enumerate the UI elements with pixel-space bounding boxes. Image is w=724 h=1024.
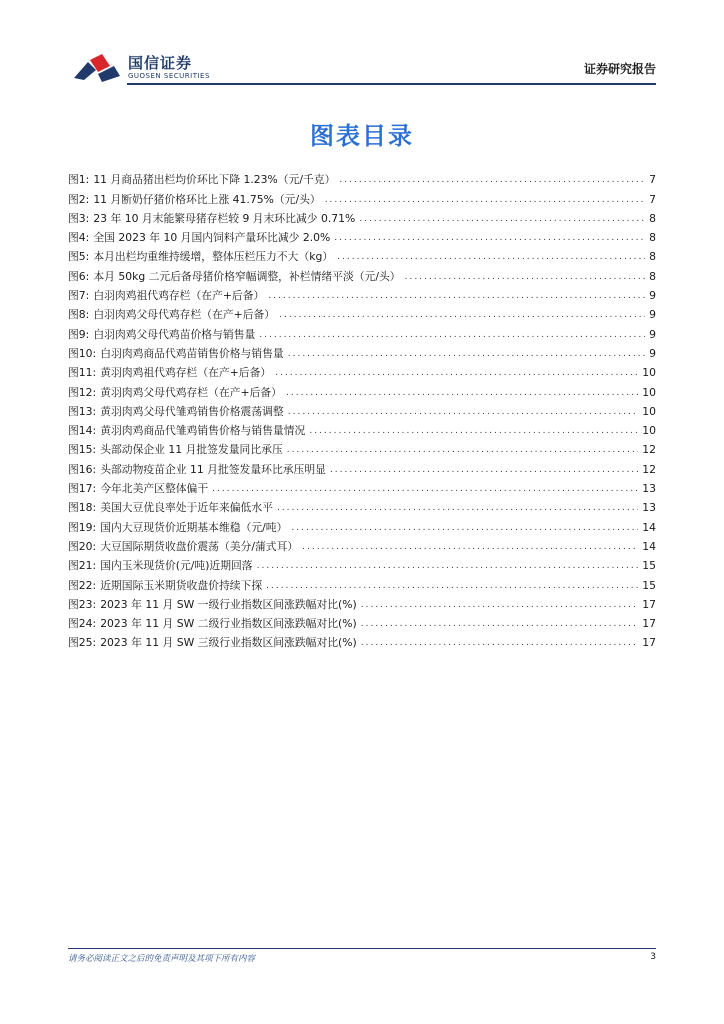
page-title: 图表目录 (310, 122, 414, 150)
guosen-logo-icon (70, 52, 126, 84)
toc-entry-title: 黄羽肉鸡祖代鸡存栏（在产+后备） (100, 366, 272, 380)
toc-leader-dots (359, 212, 645, 226)
toc-entry-label: 图1: (68, 173, 90, 187)
toc-entry-label: 图15: (68, 443, 97, 457)
toc-entry-title: 23 年 10 月末能繁母猪存栏较 9 月末环比减少 0.71% (93, 211, 356, 225)
toc-leader-dots (334, 231, 645, 245)
toc-entry[interactable] (68, 284, 656, 303)
toc-entry-title: 国内玉米现货价(元/吨)近期回落 (100, 559, 253, 573)
toc-entry-page: 12 (642, 462, 656, 476)
toc-entry-page: 7 (649, 192, 656, 206)
toc-entry[interactable] (68, 380, 656, 399)
toc-entry-label: 图24: (68, 617, 97, 631)
toc-entry[interactable] (68, 612, 656, 631)
toc-entry-label: 图5: (68, 250, 90, 264)
toc-entry-page: 15 (642, 578, 656, 592)
toc-entry[interactable] (68, 400, 656, 419)
toc-entry-title: 11 月断奶仔猪价格环比上涨 41.75%（元/头） (93, 192, 321, 206)
toc-leader-dots (286, 386, 638, 400)
page-header (0, 0, 724, 90)
toc-leader-dots (325, 193, 645, 207)
toc-entry-label: 图22: (68, 578, 97, 592)
toc-entry-title: 头部动物疫苗企业 11 月批签发量环比承压明显 (100, 462, 326, 476)
toc-entry-label: 图23: (68, 597, 97, 611)
toc-entry-title: 近期国际玉米期货收盘价持续下探 (100, 578, 263, 592)
toc-entry-page: 13 (642, 501, 656, 515)
toc-entry[interactable] (68, 554, 656, 573)
toc-leader-dots (361, 636, 639, 650)
toc-entry-page: 13 (642, 482, 656, 496)
toc-entry-title: 黄羽肉鸡父母代鸡存栏（在产+后备） (100, 385, 282, 399)
toc-entry[interactable] (68, 515, 656, 534)
toc-entry[interactable] (68, 477, 656, 496)
toc-entry-label: 图2: (68, 192, 90, 206)
toc-entry[interactable] (68, 593, 656, 612)
toc-leader-dots (291, 521, 638, 535)
toc-entry-page: 15 (642, 559, 656, 573)
toc-entry[interactable] (68, 207, 656, 226)
toc-entry-title: 2023 年 11 月 SW 一级行业指数区间涨跌幅对比(%) (100, 597, 357, 611)
toc-entry-page: 8 (649, 250, 656, 264)
toc-leader-dots (361, 598, 639, 612)
toc-entry-title: 全国 2023 年 10 月国内饲料产量环比减少 2.0% (93, 231, 331, 245)
brand-name-en: GUOSEN SECURITIES (128, 72, 210, 80)
toc-entry-title: 白羽肉鸡父母代鸡存栏（在产+后备） (93, 308, 276, 322)
toc-entry-title: 11 月商品猪出栏均价环比下降 1.23%（元/千克） (93, 173, 336, 187)
toc-entry-label: 图3: (68, 211, 90, 225)
toc-entry-label: 图21: (68, 559, 97, 573)
toc-entry-title: 2023 年 11 月 SW 三级行业指数区间涨跌幅对比(%) (100, 636, 357, 650)
toc-entry-title: 本月出栏均重维持缓增，整体压栏压力不大（kg） (93, 250, 334, 264)
toc-entry[interactable] (68, 419, 656, 438)
toc-entry-label: 图18: (68, 501, 97, 515)
toc-entry-page: 8 (649, 231, 656, 245)
toc-entry[interactable] (68, 226, 656, 245)
toc-leader-dots (337, 250, 645, 264)
toc-entry-page: 17 (642, 597, 656, 611)
toc-entry-label: 图25: (68, 636, 97, 650)
toc-leader-dots (268, 289, 645, 303)
toc-entry-page: 9 (649, 289, 656, 303)
toc-leader-dots (302, 540, 638, 554)
toc-leader-dots (279, 308, 645, 322)
toc-entry-label: 图20: (68, 539, 97, 553)
toc-entry-title: 白羽肉鸡商品代鸡苗销售价格与销售量 (100, 346, 284, 360)
brand-name-cn: 国信证券 (128, 54, 193, 72)
toc-entry-title: 2023 年 11 月 SW 二级行业指数区间涨跌幅对比(%) (100, 617, 357, 631)
table-of-figures (68, 168, 656, 650)
toc-leader-dots (212, 482, 638, 496)
toc-leader-dots (287, 443, 639, 457)
toc-entry-label: 图12: (68, 385, 97, 399)
toc-entry-page: 9 (649, 327, 656, 341)
toc-entry-title: 美国大豆优良率处于近年来偏低水平 (100, 501, 273, 515)
toc-entry-label: 图7: (68, 289, 90, 303)
toc-entry-page: 14 (642, 539, 656, 553)
toc-entry-label: 图17: (68, 482, 97, 496)
toc-entry[interactable] (68, 322, 656, 341)
toc-leader-dots (288, 347, 645, 361)
toc-entry-page: 7 (649, 173, 656, 187)
toc-entry-page: 9 (649, 346, 656, 360)
toc-entry-title: 国内大豆现货价近期基本维稳（元/吨） (100, 520, 288, 534)
toc-entry-title: 白羽肉鸡祖代鸡存栏（在产+后备） (93, 289, 265, 303)
toc-entry-page: 10 (642, 385, 656, 399)
toc-entry-page: 17 (642, 617, 656, 631)
toc-entry[interactable] (68, 264, 656, 283)
toc-entry-label: 图4: (68, 231, 90, 245)
toc-entry[interactable] (68, 361, 656, 380)
toc-entry-title: 头部动保企业 11 月批签发量同比承压 (100, 443, 283, 457)
toc-entry-label: 图13: (68, 404, 97, 418)
toc-leader-dots (309, 424, 638, 438)
footer-disclaimer: 请务必阅读正文之后的免责声明及其项下所有内容 (68, 954, 256, 964)
toc-entry[interactable] (68, 168, 656, 187)
toc-entry-label: 图19: (68, 520, 97, 534)
toc-entry[interactable] (68, 303, 656, 322)
toc-entry-label: 图9: (68, 327, 90, 341)
toc-entry-page: 17 (642, 636, 656, 650)
toc-entry[interactable] (68, 535, 656, 554)
toc-entry-page: 14 (642, 520, 656, 534)
toc-leader-dots (275, 366, 638, 380)
toc-entry-title: 今年北美产区整体偏干 (100, 482, 209, 496)
toc-entry-label: 图16: (68, 462, 97, 476)
report-type-label: 证券研究报告 (583, 62, 656, 76)
header-divider (127, 83, 656, 85)
toc-entry-page: 10 (642, 366, 656, 380)
toc-entry-page: 8 (649, 211, 656, 225)
toc-entry-page: 10 (642, 404, 656, 418)
toc-entry[interactable] (68, 496, 656, 515)
toc-entry[interactable] (68, 457, 656, 476)
toc-entry[interactable] (68, 438, 656, 457)
toc-leader-dots (330, 463, 638, 477)
toc-leader-dots (257, 559, 639, 573)
toc-entry-title: 本月 50kg 二元后备母猪价格窄幅调整，补栏情绪平淡（元/头） (93, 269, 401, 283)
toc-entry[interactable] (68, 342, 656, 361)
toc-leader-dots (339, 173, 645, 187)
toc-entry-label: 图11: (68, 366, 97, 380)
toc-leader-dots (266, 579, 638, 593)
toc-entry-title: 大豆国际期货收盘价震荡（美分/蒲式耳） (100, 539, 299, 553)
toc-entry-title: 黄羽肉鸡商品代雏鸡销售价格与销售量情况 (100, 424, 306, 438)
toc-entry-label: 图8: (68, 308, 90, 322)
toc-entry-page: 10 (642, 424, 656, 438)
toc-leader-dots (277, 501, 638, 515)
toc-entry[interactable] (68, 631, 656, 650)
footer-divider (68, 948, 656, 949)
toc-leader-dots (405, 270, 646, 284)
toc-entry-page: 8 (649, 269, 656, 283)
toc-entry-label: 图14: (68, 424, 97, 438)
toc-entry[interactable] (68, 573, 656, 592)
page-number: 3 (650, 952, 656, 962)
toc-entry-label: 图6: (68, 269, 90, 283)
toc-entry-title: 黄羽肉鸡父母代雏鸡销售价格震荡调整 (100, 404, 284, 418)
toc-entry-page: 12 (642, 443, 656, 457)
toc-leader-dots (361, 617, 639, 631)
toc-entry[interactable] (68, 245, 656, 264)
toc-entry[interactable] (68, 187, 656, 206)
toc-leader-dots (259, 328, 645, 342)
toc-entry-title: 白羽肉鸡父母代鸡苗价格与销售量 (93, 327, 256, 341)
toc-leader-dots (288, 405, 639, 419)
toc-entry-label: 图10: (68, 346, 97, 360)
toc-entry-page: 9 (649, 308, 656, 322)
